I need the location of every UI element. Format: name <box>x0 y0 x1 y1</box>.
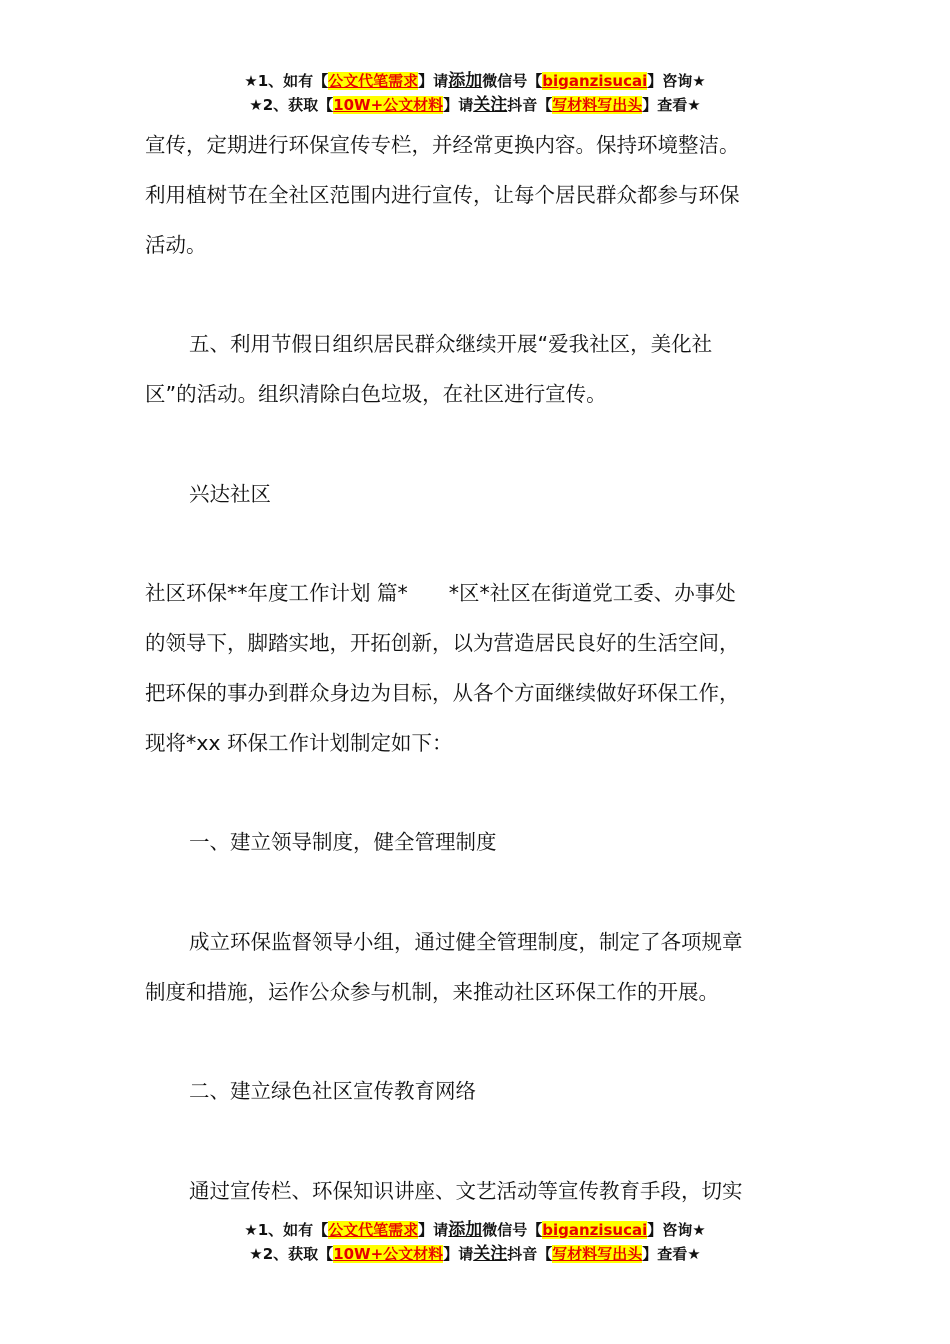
banner-text: ★1、如有【 <box>244 1221 329 1239</box>
banner-text: ★2、获取【 <box>249 1245 334 1263</box>
banner-text: 】咨询★ <box>647 1221 706 1239</box>
body-line: 社区环保**年度工作计划 篇* *区*社区在街道党工委、办事处 <box>145 581 736 605</box>
banner-text: 微信号【 <box>482 1221 543 1239</box>
banner-underline: 添加 <box>448 1220 483 1240</box>
body-line: 制度和措施，运作公众参与机制，来推动社区环保工作的开展。 <box>145 980 719 1004</box>
body-line: 利用植树节在全社区范围内进行宣传，让每个居民群众都参与环保 <box>145 183 740 207</box>
body-line: 成立环保监督领导小组，通过健全管理制度，制定了各项规章 <box>189 930 743 954</box>
banner-underline: 关注 <box>473 95 508 115</box>
banner-text: 】请 <box>443 1245 474 1263</box>
banner-text: 微信号【 <box>482 72 543 90</box>
banner-highlight: biganzisucai <box>542 1221 648 1239</box>
banner-line-1 <box>0 1218 950 1242</box>
banner-highlight: 写材料写出头 <box>552 1245 643 1263</box>
banner-underline: 关注 <box>473 1244 508 1264</box>
section-heading: 一、建立领导制度，健全管理制度 <box>189 830 497 854</box>
banner-text: ★1、如有【 <box>244 72 329 90</box>
banner-highlight: 写材料写出头 <box>552 96 643 114</box>
body-line: 区”的活动。组织清除白色垃圾，在社区进行宣传。 <box>145 382 607 406</box>
section-heading: 二、建立绿色社区宣传教育网络 <box>189 1079 476 1103</box>
banner-text: 抖音【 <box>507 96 553 114</box>
banner-text: 】查看★ <box>642 1245 701 1263</box>
body-line: 五、利用节假日组织居民群众继续开展“爱我社区，美化社 <box>189 332 713 356</box>
banner-highlight: 10W+公文材料 <box>333 96 444 114</box>
banner-highlight: biganzisucai <box>542 72 648 90</box>
banner-underline: 添加 <box>448 71 483 91</box>
body-line: 活动。 <box>145 233 207 257</box>
body-line: 的领导下，脚踏实地，开拓创新，以为营造居民良好的生活空间， <box>145 631 740 655</box>
banner-text: 】请 <box>443 96 474 114</box>
banner-text: 】咨询★ <box>647 72 706 90</box>
banner-highlight: 公文代笔需求 <box>328 1221 419 1239</box>
banner-highlight: 公文代笔需求 <box>328 72 419 90</box>
banner-highlight: 10W+公文材料 <box>333 1245 444 1263</box>
header-banner <box>0 69 950 117</box>
body-line: 现将*xx 环保工作计划制定如下： <box>145 731 453 755</box>
banner-text: 抖音【 <box>507 1245 553 1263</box>
banner-line-2 <box>0 1242 950 1266</box>
banner-line-2 <box>0 93 950 117</box>
banner-text: 】查看★ <box>642 96 701 114</box>
banner-text: 】请 <box>418 1221 449 1239</box>
banner-text: ★2、获取【 <box>249 96 334 114</box>
body-line: 把环保的事办到群众身边为目标，从各个方面继续做好环保工作， <box>145 681 740 705</box>
body-line: 兴达社区 <box>189 482 271 506</box>
body-line: 宣传，定期进行环保宣传专栏，并经常更换内容。保持环境整洁。 <box>145 133 740 157</box>
banner-text: 】请 <box>418 72 449 90</box>
body-line: 通过宣传栏、环保知识讲座、文艺活动等宣传教育手段，切实 <box>189 1179 743 1203</box>
banner-line-1 <box>0 69 950 93</box>
footer-banner <box>0 1218 950 1266</box>
